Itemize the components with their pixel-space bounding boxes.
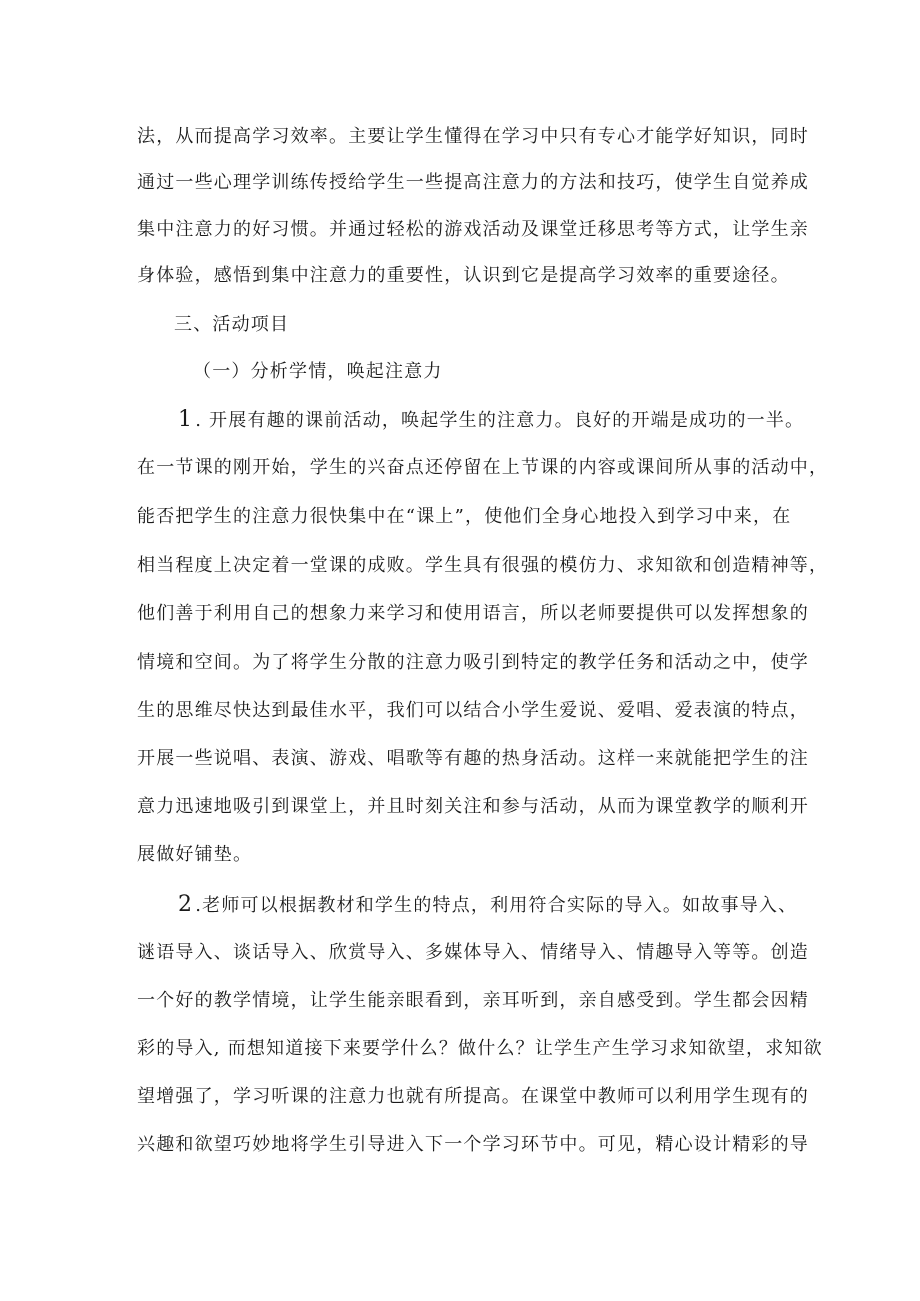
paragraph-line: 在一节课的刚开始，学生的兴奋点还停留在上节课的内容或课间所从事的活动中， <box>137 457 829 478</box>
paragraph-line: 法，从而提高学习效率。主要让学生懂得在学习中只有专心才能学好知识，同时 <box>137 126 809 147</box>
item-number: 2 <box>178 892 194 917</box>
paragraph-line: .老师可以根据教材和学生的特点，利用符合实际的导入。如故事导入、 <box>195 895 798 916</box>
paragraph-2-first-line <box>178 893 797 918</box>
paragraph-line: 展做好铺垫。 <box>137 844 253 865</box>
paragraph-line: 一个好的教学情境，让学生能亲眼看到，亲耳听到，亲自感受到。学生都会因精 <box>137 990 809 1011</box>
paragraph-line: 情境和空间。为了将学生分散的注意力吸引到特定的教学任务和活动之中，使学 <box>137 652 809 673</box>
paragraph-line: 身体验，感悟到集中注意力的重要性，认识到它是提高学习效率的重要途径。 <box>137 265 790 286</box>
paragraph-line: 谜语导入、谈话导入、欣赏导入、多媒体导入、情绪导入、情趣导入等等。创造 <box>137 942 809 963</box>
paragraph-line: 彩的导入, 而想知道接下来要学什么？做什么？让学生产生学习求知欲望，求知欲 <box>137 1038 823 1059</box>
paragraph-line: 生的思维尽快达到最佳水平，我们可以结合小学生爱说、爱唱、爱表演的特点， <box>137 700 809 721</box>
paragraph-line: 兴趣和欲望巧妙地将学生引导进入下一个学习环节中。可见，精心设计精彩的导 <box>137 1134 809 1155</box>
paragraph-line: 通过一些心理学训练传授给学生一些提高注意力的方法和技巧，使学生自觉养成 <box>137 172 809 193</box>
paragraph-line: 望增强了，学习听课的注意力也就有所提高。在课堂中教师可以利用学生现有的 <box>137 1086 809 1107</box>
paragraph-line: 他们善于利用自己的想象力来学习和使用语言，所以老师要提供可以发挥想象的 <box>137 603 809 624</box>
paragraph-line: 意力迅速地吸引到课堂上，并且时刻关注和参与活动，从而为课堂教学的顺利开 <box>137 796 809 817</box>
paragraph-line: 相当程度上决定着一堂课的成败。学生具有很强的模仿力、求知欲和创造精神等， <box>137 555 829 576</box>
item-number: 1 <box>178 407 194 432</box>
paragraph-1-first-line <box>178 408 804 433</box>
paragraph-line: 集中注意力的好习惯。并通过轻松的游戏活动及课堂迁移思考等方式，让学生亲 <box>137 219 809 240</box>
section-heading: 三、活动项目 <box>174 314 290 335</box>
paragraph-line: . 开展有趣的课前活动，唤起学生的注意力。良好的开端是成功的一半。 <box>195 410 805 431</box>
subsection-heading: （一）分析学情，唤起注意力 <box>193 361 443 382</box>
paragraph-line: 能否把学生的注意力很快集中在“课上”，使他们全身心地投入到学习中来，在 <box>137 506 792 527</box>
paragraph-line: 开展一些说唱、表演、游戏、唱歌等有趣的热身活动。这样一来就能把学生的注 <box>137 748 809 769</box>
